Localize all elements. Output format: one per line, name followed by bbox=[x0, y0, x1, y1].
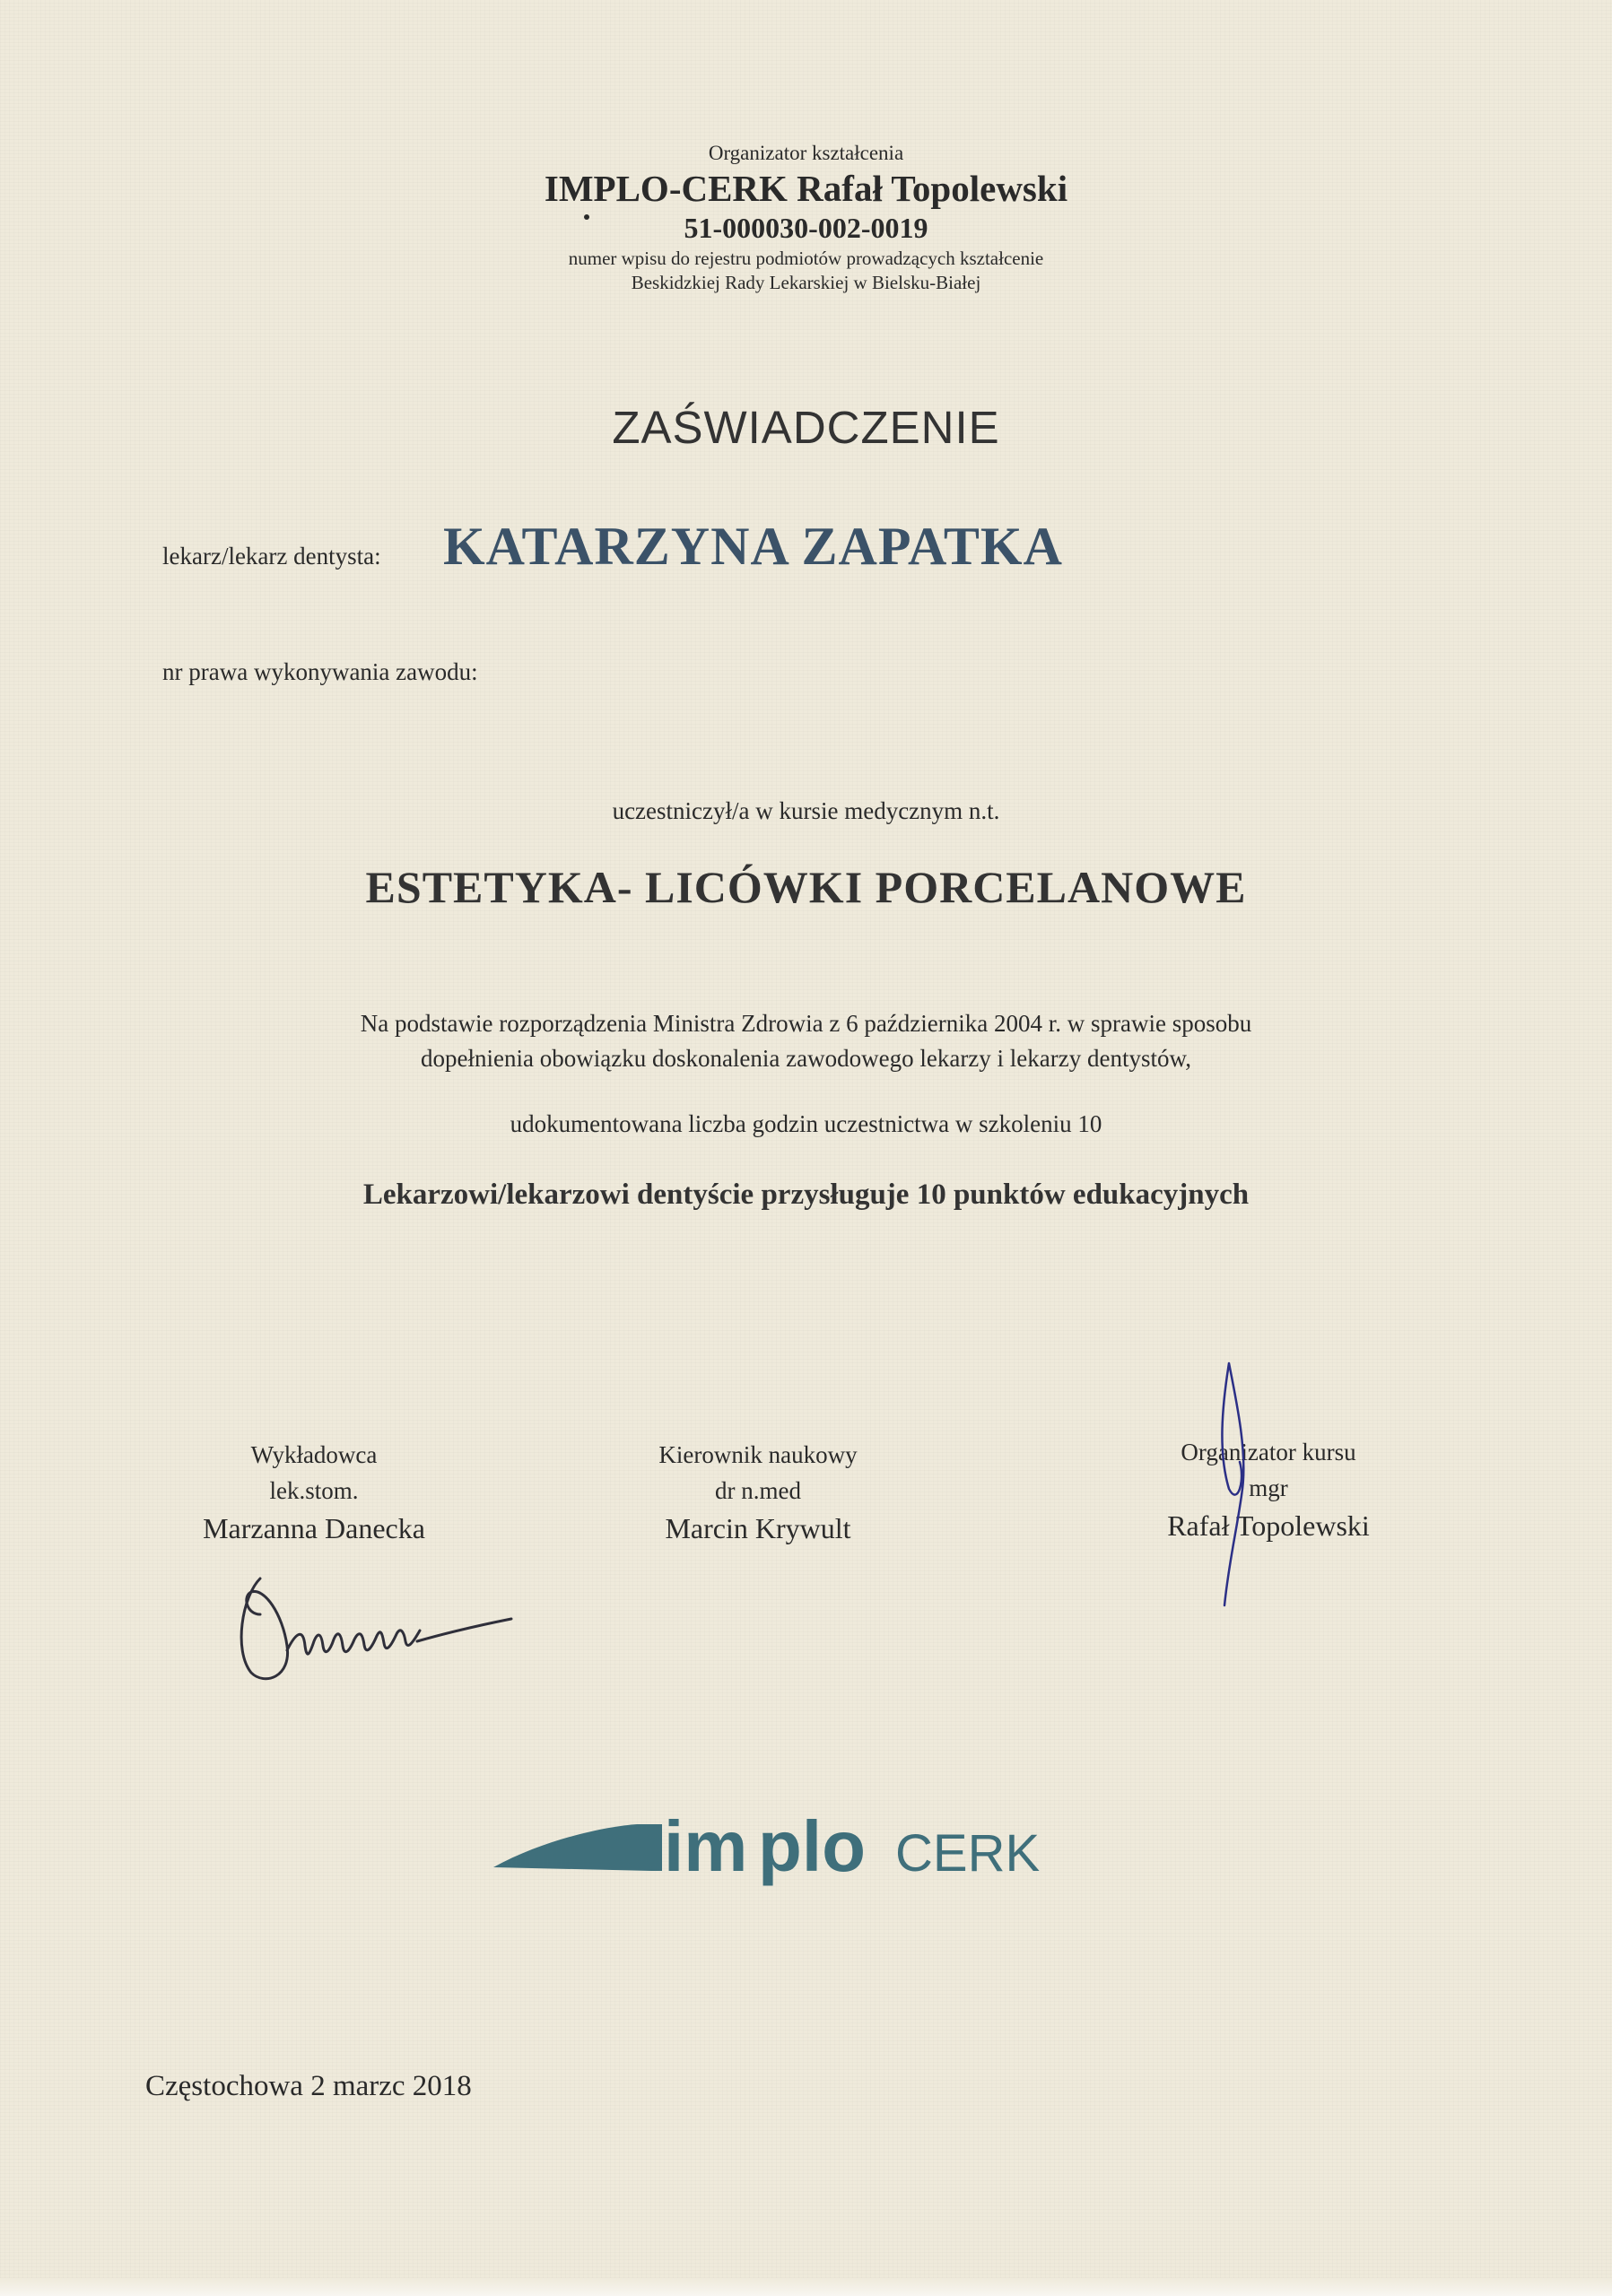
training-hours: udokumentowana liczba godzin uczestnictwa w szkoleniu 10 bbox=[510, 1110, 1102, 1137]
recipient-label: lekarz/lekarz dentysta: bbox=[162, 543, 381, 570]
logo-part-3: CERK bbox=[895, 1824, 1041, 1883]
signatory-name: Marzanna Danecka bbox=[203, 1512, 425, 1544]
lecturer-handwritten-signature bbox=[224, 1561, 529, 1695]
signatory-scientific-director bbox=[534, 1437, 982, 1546]
signatory-lecturer bbox=[90, 1437, 538, 1546]
registry-number: 51-000030-002-0019 bbox=[684, 212, 928, 244]
organizer-name: IMPLO-CERK Rafał Topolewski bbox=[544, 168, 1068, 209]
signatory-title: mgr bbox=[1249, 1474, 1288, 1501]
license-number-label: nr prawa wykonywania zawodu: bbox=[162, 658, 478, 685]
signatory-role: Wykładowca bbox=[250, 1441, 378, 1468]
registry-description-line-2: Beskidzkiej Rady Lekarskiej w Bielsku-Białej bbox=[631, 272, 981, 293]
recipient-name: KATARZYNA ZAPATKA bbox=[443, 517, 1063, 576]
course-intro: uczestniczył/a w kursie medycznym n.t. bbox=[612, 797, 1000, 824]
document-title: ZAŚWIADCZENIE bbox=[612, 402, 1000, 453]
organizer-handwritten-signature bbox=[1202, 1354, 1274, 1623]
signatory-name: Rafał Topolewski bbox=[1167, 1509, 1370, 1542]
registry-description-line-1: numer wpisu do rejestru podmiotów prowadzących kształcenie bbox=[568, 248, 1044, 269]
legal-basis-line-1: Na podstawie rozporządzenia Ministra Zdrowia z 6 października 2004 r. w sprawie sposobu bbox=[360, 1010, 1252, 1037]
scan-edge bbox=[0, 2278, 1612, 2296]
place-and-date: Częstochowa 2 marzc 2018 bbox=[145, 2070, 472, 2102]
education-points: Lekarzowi/lekarzowi dentyście przysługuje 10 punktów edukacyjnych bbox=[362, 1178, 1250, 1211]
signatory-title: lek.stom. bbox=[269, 1477, 359, 1504]
signatory-title: dr n.med bbox=[715, 1477, 801, 1504]
logo-part-1: im bbox=[664, 1806, 748, 1886]
course-title: ESTETYKA- LICÓWKI PORCELANOWE bbox=[365, 862, 1247, 912]
organizer-label: Organizator kształcenia bbox=[708, 142, 904, 164]
signatory-role: Organizator kursu bbox=[1181, 1439, 1356, 1465]
implocerk-logo bbox=[493, 1788, 1050, 1892]
logo-part-2: plo bbox=[758, 1806, 866, 1886]
signatory-name: Marcin Krywult bbox=[665, 1512, 851, 1544]
legal-basis-line-2: dopełnienia obowiązku doskonalenia zawodowego lekarzy i lekarzy dentystów, bbox=[421, 1045, 1191, 1072]
signatory-role: Kierownik naukowy bbox=[658, 1441, 858, 1468]
